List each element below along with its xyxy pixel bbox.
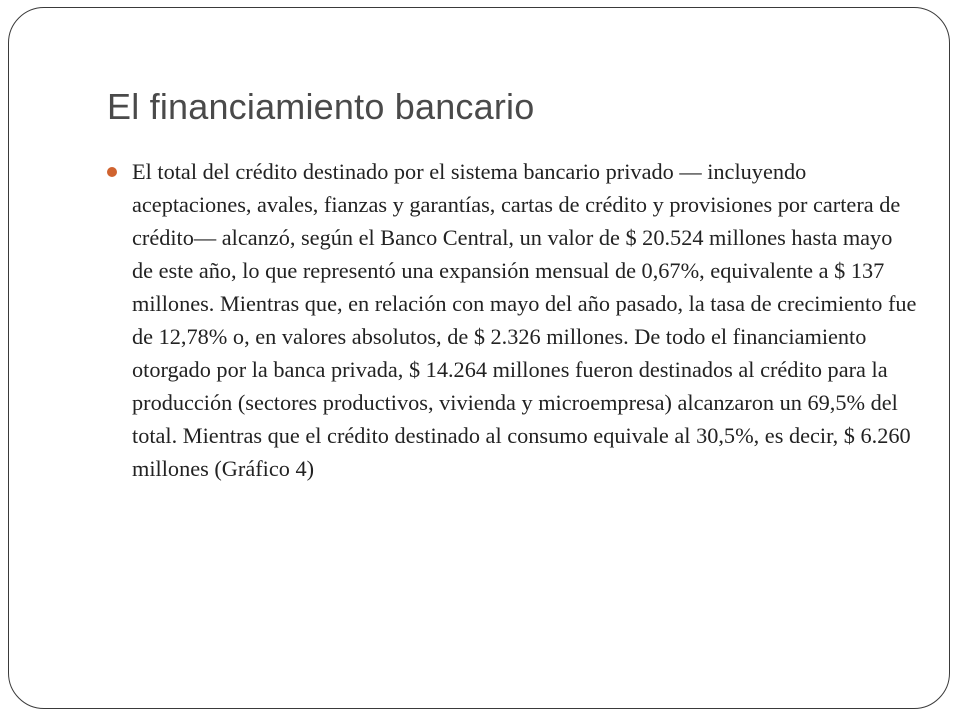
bullet-paragraph: El total del crédito destinado por el sistema bancario privado — incluyendo aceptaciones, avales, fianzas y garantías, cartas de crédito y provisiones por cartera de crédito— alcanzó, según el Banco Central, un valor de $ 20.524 millones hasta mayo de este año, lo que representó una expansión mensual de 0,67%, equivalente a $ 137 millones. Mientras que, en relación con mayo del año pasado, la tasa de crecimiento fue de 12,78% o, en valores absolutos, de $ 2.326 millones. De todo el financiamiento otorgado por la banca privada, $ 14.264 millones fueron destinados al crédito para la producción (sectores productivos, vivienda y microempresa) alcanzaron un 69,5% del total. Mientras que el crédito destinado al consumo equivale al 30,5%, es decir, $ 6.260 millones (Gráfico 4) [132, 159, 917, 481]
slide-title: El financiamiento bancario [107, 86, 535, 127]
slide-body [107, 155, 917, 485]
bullet-marker-icon [107, 167, 117, 177]
